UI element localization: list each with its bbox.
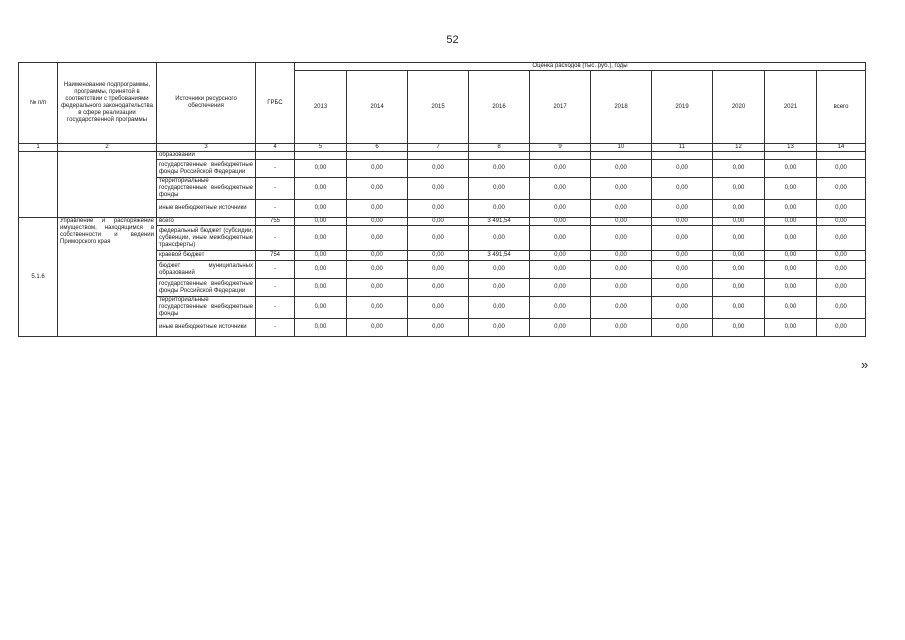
value-cell: 0,00 xyxy=(295,261,347,279)
value-cell: 0,00 xyxy=(591,279,652,297)
header-year-2: 2015 xyxy=(408,71,469,144)
value-cell: 0,00 xyxy=(765,261,817,279)
value-cell: 0,00 xyxy=(713,226,765,251)
value-cell: 0,00 xyxy=(591,261,652,279)
value-cell: 0,00 xyxy=(765,319,817,337)
value-cell: 0,00 xyxy=(765,218,817,226)
value-cell: 0,00 xyxy=(652,297,713,319)
value-cell: 0,00 xyxy=(530,279,591,297)
value-cell: 0,00 xyxy=(530,297,591,319)
header-year-9: всего xyxy=(817,71,866,144)
column-index-5: 5 xyxy=(295,144,347,152)
value-cell: 0,00 xyxy=(591,178,652,200)
column-index-6: 6 xyxy=(347,144,408,152)
value-cell: 0,00 xyxy=(817,218,866,226)
header-year-6: 2019 xyxy=(652,71,713,144)
value-cell: 0,00 xyxy=(765,251,817,261)
value-cell: 0,00 xyxy=(530,261,591,279)
value-cell xyxy=(295,152,347,160)
value-cell: 0,00 xyxy=(469,261,530,279)
value-cell xyxy=(469,152,530,160)
value-cell: 0,00 xyxy=(530,178,591,200)
value-cell: 0,00 xyxy=(408,200,469,218)
value-cell: 0,00 xyxy=(530,226,591,251)
table-header xyxy=(19,63,866,144)
value-cell: 0,00 xyxy=(469,178,530,200)
value-cell: 0,00 xyxy=(469,297,530,319)
header-funding-source: Источники ресурсного обеспечения xyxy=(157,63,256,144)
value-cell xyxy=(408,152,469,160)
value-cell: 0,00 xyxy=(295,160,347,178)
column-index-10: 10 xyxy=(591,144,652,152)
value-cell: 0,00 xyxy=(347,178,408,200)
value-cell xyxy=(591,152,652,160)
column-index-11: 11 xyxy=(652,144,713,152)
value-cell: 0,00 xyxy=(652,160,713,178)
header-year-1: 2014 xyxy=(347,71,408,144)
value-cell: 0,00 xyxy=(347,200,408,218)
value-cell: 0,00 xyxy=(347,251,408,261)
funding-source-cell: федеральный бюджет (субсидии, субвенции, иные межбюджетные трансферты) xyxy=(157,226,256,251)
value-cell xyxy=(713,152,765,160)
funding-source-cell: государственные внебюджетные фонды Российской Федерации xyxy=(157,279,256,297)
column-index-8: 8 xyxy=(469,144,530,152)
row-number-cell xyxy=(19,152,58,218)
column-index-row xyxy=(19,144,866,152)
grbs-cell: - xyxy=(256,178,295,200)
column-index-7: 7 xyxy=(408,144,469,152)
row-number-cell: 5.1.6 xyxy=(19,218,58,337)
value-cell: 0,00 xyxy=(408,261,469,279)
value-cell: 0,00 xyxy=(408,319,469,337)
value-cell: 0,00 xyxy=(469,319,530,337)
value-cell: 0,00 xyxy=(652,319,713,337)
funding-source-cell: территориальные государственные внебюджетные фонды xyxy=(157,178,256,200)
value-cell: 0,00 xyxy=(765,279,817,297)
value-cell: 0,00 xyxy=(347,279,408,297)
value-cell: 0,00 xyxy=(817,261,866,279)
value-cell: 0,00 xyxy=(652,178,713,200)
header-year-4: 2017 xyxy=(530,71,591,144)
value-cell: 0,00 xyxy=(530,319,591,337)
value-cell: 3 491,54 xyxy=(469,218,530,226)
value-cell: 0,00 xyxy=(530,200,591,218)
grbs-cell: - xyxy=(256,279,295,297)
program-name-cell xyxy=(58,152,157,218)
grbs-cell: - xyxy=(256,226,295,251)
table-row xyxy=(19,218,866,226)
funding-source-cell: всего xyxy=(157,218,256,226)
value-cell: 0,00 xyxy=(652,226,713,251)
value-cell: 0,00 xyxy=(295,251,347,261)
value-cell: 0,00 xyxy=(713,319,765,337)
value-cell: 0,00 xyxy=(591,319,652,337)
value-cell xyxy=(347,152,408,160)
value-cell: 0,00 xyxy=(713,261,765,279)
header-row-number: № п/п xyxy=(19,63,58,144)
value-cell: 0,00 xyxy=(530,251,591,261)
value-cell: 0,00 xyxy=(713,251,765,261)
column-index-9: 9 xyxy=(530,144,591,152)
closing-quote-mark: » xyxy=(861,357,869,372)
value-cell: 0,00 xyxy=(295,297,347,319)
grbs-cell xyxy=(256,152,295,160)
value-cell: 0,00 xyxy=(817,279,866,297)
value-cell: 0,00 xyxy=(347,160,408,178)
program-name-cell: Управление и распоряжение имуществом, находящимся в собственности и ведении Приморского края xyxy=(58,218,157,337)
header-grbs: ГРБС xyxy=(256,63,295,144)
funding-source-cell: бюджет муниципальных образований xyxy=(157,261,256,279)
value-cell: 0,00 xyxy=(817,160,866,178)
column-index-1: 1 xyxy=(19,144,58,152)
header-year-3: 2016 xyxy=(469,71,530,144)
value-cell: 0,00 xyxy=(591,200,652,218)
value-cell: 0,00 xyxy=(591,160,652,178)
value-cell: 0,00 xyxy=(817,319,866,337)
value-cell: 3 491,54 xyxy=(469,251,530,261)
value-cell: 0,00 xyxy=(765,160,817,178)
value-cell: 0,00 xyxy=(295,226,347,251)
header-year-8: 2021 xyxy=(765,71,817,144)
value-cell: 0,00 xyxy=(408,251,469,261)
grbs-cell: - xyxy=(256,297,295,319)
grbs-cell: - xyxy=(256,319,295,337)
value-cell: 0,00 xyxy=(713,160,765,178)
value-cell: 0,00 xyxy=(713,218,765,226)
value-cell: 0,00 xyxy=(469,160,530,178)
value-cell: 0,00 xyxy=(469,279,530,297)
grbs-cell: - xyxy=(256,261,295,279)
value-cell: 0,00 xyxy=(817,297,866,319)
value-cell: 0,00 xyxy=(652,218,713,226)
value-cell: 0,00 xyxy=(765,200,817,218)
funding-source-cell: образований xyxy=(157,152,256,160)
value-cell: 0,00 xyxy=(408,226,469,251)
budget-table xyxy=(18,62,866,337)
value-cell: 0,00 xyxy=(408,178,469,200)
value-cell: 0,00 xyxy=(347,319,408,337)
column-index-4: 4 xyxy=(256,144,295,152)
value-cell: 0,00 xyxy=(295,218,347,226)
column-index-13: 13 xyxy=(765,144,817,152)
value-cell xyxy=(652,152,713,160)
funding-source-cell: краевой бюджет xyxy=(157,251,256,261)
value-cell: 0,00 xyxy=(591,251,652,261)
value-cell: 0,00 xyxy=(469,226,530,251)
column-index-3: 3 xyxy=(157,144,256,152)
value-cell: 0,00 xyxy=(295,279,347,297)
value-cell: 0,00 xyxy=(817,178,866,200)
value-cell: 0,00 xyxy=(295,200,347,218)
value-cell: 0,00 xyxy=(591,297,652,319)
value-cell xyxy=(817,152,866,160)
header-estimate-title: Оценка расходов (тыс. руб.), годы xyxy=(295,63,866,71)
value-cell: 0,00 xyxy=(347,297,408,319)
table-body xyxy=(19,144,866,337)
value-cell: 0,00 xyxy=(530,160,591,178)
value-cell: 0,00 xyxy=(408,297,469,319)
value-cell: 0,00 xyxy=(295,319,347,337)
funding-source-cell: иные внебюджетные источники xyxy=(157,200,256,218)
value-cell: 0,00 xyxy=(469,200,530,218)
header-program-name: Наименование подпрограммы, программы, принятой в соответствии с требованиями федерального законодательства в сфере реализации государственной программы xyxy=(58,63,157,144)
value-cell: 0,00 xyxy=(652,261,713,279)
page-number: 52 xyxy=(446,34,459,46)
column-index-12: 12 xyxy=(713,144,765,152)
header-year-0: 2013 xyxy=(295,71,347,144)
value-cell: 0,00 xyxy=(530,218,591,226)
value-cell: 0,00 xyxy=(713,178,765,200)
grbs-cell: 755 xyxy=(256,218,295,226)
header-year-7: 2020 xyxy=(713,71,765,144)
funding-source-cell: территориальные государственные внебюджетные фонды xyxy=(157,297,256,319)
table-row xyxy=(19,152,866,160)
header-year-5: 2018 xyxy=(591,71,652,144)
value-cell: 0,00 xyxy=(765,226,817,251)
value-cell: 0,00 xyxy=(408,279,469,297)
value-cell: 0,00 xyxy=(591,218,652,226)
column-index-14: 14 xyxy=(817,144,866,152)
value-cell: 0,00 xyxy=(652,200,713,218)
value-cell: 0,00 xyxy=(765,178,817,200)
value-cell xyxy=(765,152,817,160)
value-cell: 0,00 xyxy=(591,226,652,251)
value-cell: 0,00 xyxy=(347,261,408,279)
value-cell: 0,00 xyxy=(652,251,713,261)
value-cell: 0,00 xyxy=(765,297,817,319)
value-cell: 0,00 xyxy=(295,178,347,200)
value-cell: 0,00 xyxy=(713,200,765,218)
funding-source-cell: иные внебюджетные источники xyxy=(157,319,256,337)
value-cell: 0,00 xyxy=(408,160,469,178)
value-cell xyxy=(530,152,591,160)
grbs-cell: - xyxy=(256,200,295,218)
value-cell: 0,00 xyxy=(347,218,408,226)
grbs-cell: - xyxy=(256,160,295,178)
value-cell: 0,00 xyxy=(713,279,765,297)
value-cell: 0,00 xyxy=(347,226,408,251)
value-cell: 0,00 xyxy=(817,251,866,261)
funding-source-cell: государственные внебюджетные фонды Российской Федерации xyxy=(157,160,256,178)
grbs-cell: 754 xyxy=(256,251,295,261)
value-cell: 0,00 xyxy=(817,226,866,251)
column-index-2: 2 xyxy=(58,144,157,152)
value-cell: 0,00 xyxy=(652,279,713,297)
value-cell: 0,00 xyxy=(817,200,866,218)
value-cell: 0,00 xyxy=(408,218,469,226)
value-cell: 0,00 xyxy=(713,297,765,319)
